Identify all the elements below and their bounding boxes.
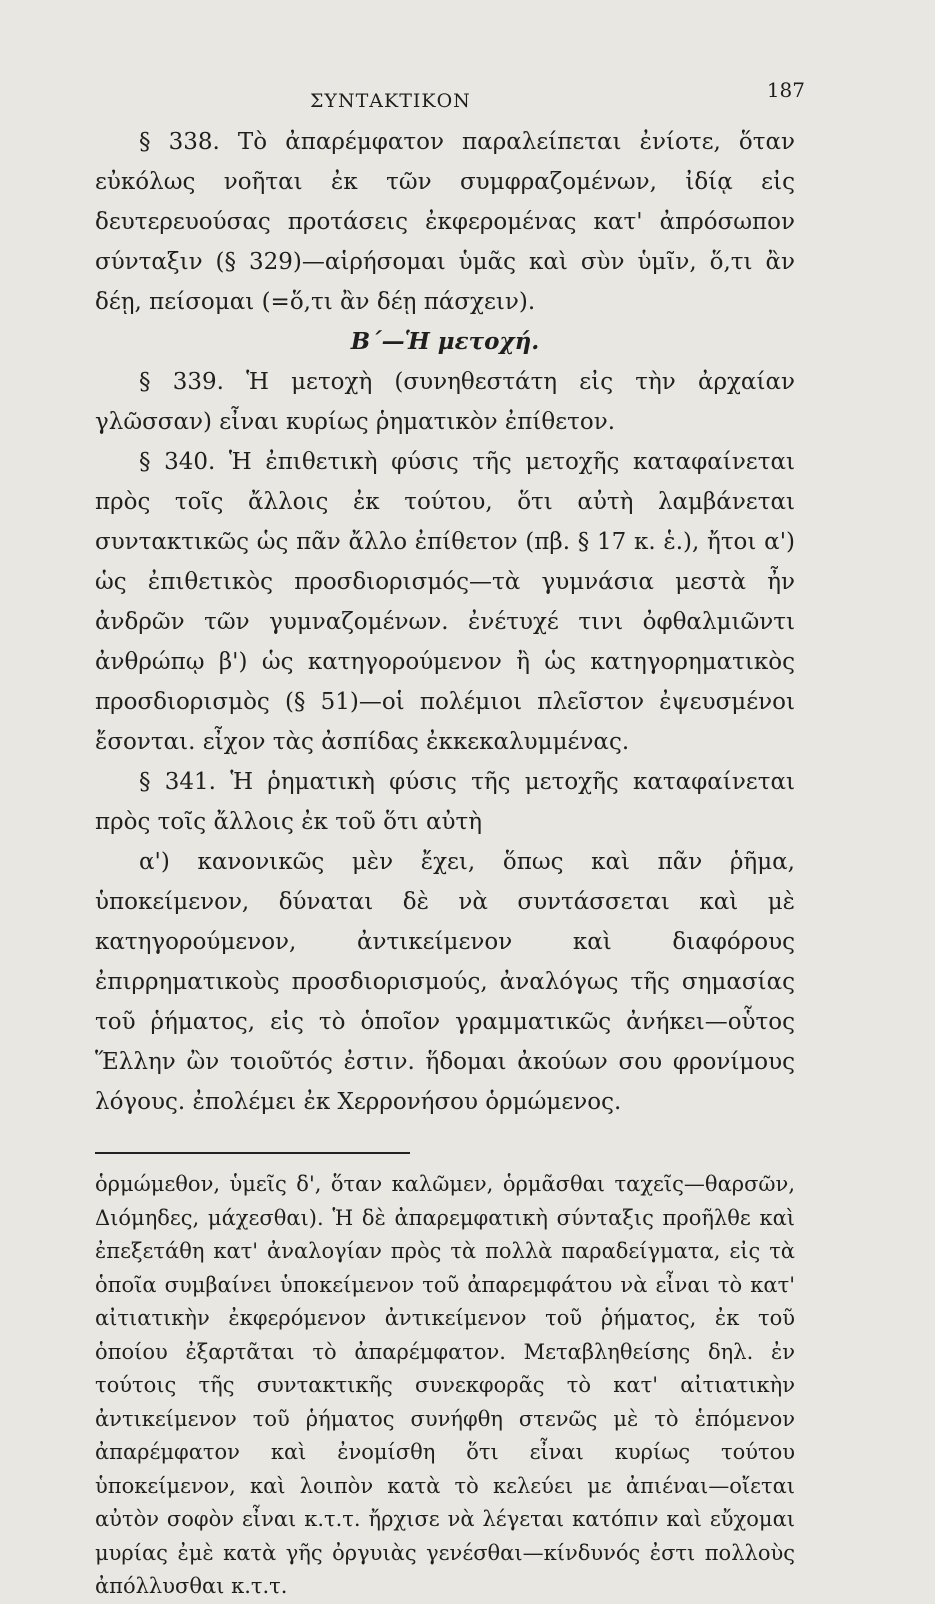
- running-title: ΣΥΝΤΑΚΤΙΚΟΝ: [310, 90, 471, 112]
- paragraph-340: § 340. Ἡ ἐπιθετικὴ φύσις τῆς μετοχῆς καταφαίνεται πρὸς τοῖς ἄλλοις ἐκ τούτου, ὅτι αὐτὴ λαμβάνεται συντακτικῶς ὡς πᾶν ἄλλο ἐπίθετον (πβ. § 17 κ. ἑ.), ἤτοι α') ὡς ἐπιθετικὸς προσδιορισμός—τὰ γυμνάσια μεστὰ ἦν ἀνδρῶν τῶν γυμναζομένων. ἐνέτυχέ τινι ὀφθαλμιῶντι ἀνθρώπῳ β') ὡς κατηγορούμενον ἢ ὡς κατηγορηματικὸς προσδιορισμὸς (§ 51)—οἱ πολέμιοι πλεῖστον ἐψευσμένοι ἔσονται. εἶχον τὰς ἀσπίδας ἐκκεκαλυμμένας.: [95, 449, 795, 755]
- paragraph-341-intro: § 341. Ἡ ῥηματικὴ φύσις τῆς μετοχῆς καταφαίνεται πρὸς τοῖς ἄλλοις ἐκ τοῦ ὅτι αὐτὴ: [95, 769, 795, 835]
- paragraph-341-a: α') κανονικῶς μὲν ἔχει, ὅπως καὶ πᾶν ῥῆμα, ὑποκείμενον, δύναται δὲ νὰ συντάσσεται καὶ μὲ κατηγορούμενον, ἀντικείμενον καὶ διαφόρους ἐπιρρηματικοὺς προσδιορισμούς, ἀναλόγως τῆς σημασίας τοῦ ῥήματος, εἰς τὸ ὁποῖον γραμματικῶς ἀνήκει—οὗτος Ἕλλην ὢν τοιοῦτός ἐστιν. ἥδομαι ἀκούων σου φρονίμους λόγους. ἐπολέμει ἐκ Χερρονήσου ὁρμώμενος.: [95, 849, 795, 1115]
- paragraph-339: § 339. Ἡ μετοχὴ (συνηθεστάτη εἰς τὴν ἀρχαίαν γλῶσσαν) εἶναι κυρίως ῥηματικὸν ἐπίθετον.: [95, 369, 795, 435]
- section-heading-participle: Β΄—Ἡ μετοχή.: [350, 328, 540, 355]
- main-text: [95, 122, 795, 1122]
- footnote-rule: [95, 1152, 410, 1154]
- page-number: 187: [766, 78, 805, 102]
- footnote-text: ὁρμώμεθον, ὑμεῖς δ', ὅταν καλῶμεν, ὁρμᾶσθαι ταχεῖς—θαρσῶν, Διόμηδες, μάχεσθαι). Ἡ δὲ ἀπαρεμφατικὴ σύνταξις προῆλθε καὶ ἐπεξετάθη κατ' ἀναλογίαν πρὸς τὰ πολλὰ παραδείγματα, εἰς τὰ ὁποῖα συμβαίνει ὑποκείμενον τοῦ ἀπαρεμφάτου νὰ εἶναι τὸ κατ' αἰτιατικὴν ἐκφερόμενον ἀντικείμενον τοῦ ῥήματος, ἐκ τοῦ ὁποίου ἐξαρτᾶται τὸ ἀπαρέμφατον. Μεταβληθείσης δηλ. ἐν τούτοις τῆς συντακτικῆς συνεκφορᾶς τὸ κατ' αἰτιατικὴν ἀντικείμενον τοῦ ῥήματος συνήφθη στενῶς μὲ τὸ ἑπόμενον ἀπαρέμφατον καὶ ἐνομίσθη ὅτι εἶναι κυρίως τούτου ὑποκείμενον, καὶ λοιπὸν κατὰ τὸ κελεύει με ἀπιέναι—οἴεται αὐτὸν σοφὸν εἶναι κ.τ.τ. ἤρχισε νὰ λέγεται κατόπιν καὶ εὔχομαι μυρίας ἐμὲ κατὰ γῆς ὀργυιὰς γενέσθαι—κίνδυνός ἐστι πολλοὺς ἀπόλλυσθαι κ.τ.τ.: [95, 1172, 795, 1598]
- footnote: [95, 1168, 795, 1604]
- paragraph-338: § 338. Τὸ ἀπαρέμφατον παραλείπεται ἐνίοτε, ὅταν εὐκόλως νοῆται ἐκ τῶν συμφραζομένων, ἰδίᾳ εἰς δευτερευούσας προτάσεις ἐκφερομένας κατ' ἀπρόσωπον σύνταξιν (§ 329)—αἱρήσομαι ὑμᾶς καὶ σὺν ὑμῖν, ὅ,τι ἂν δέῃ, πείσομαι (=ὅ,τι ἂν δέῃ πάσχειν).: [95, 129, 795, 315]
- running-head: [95, 70, 805, 112]
